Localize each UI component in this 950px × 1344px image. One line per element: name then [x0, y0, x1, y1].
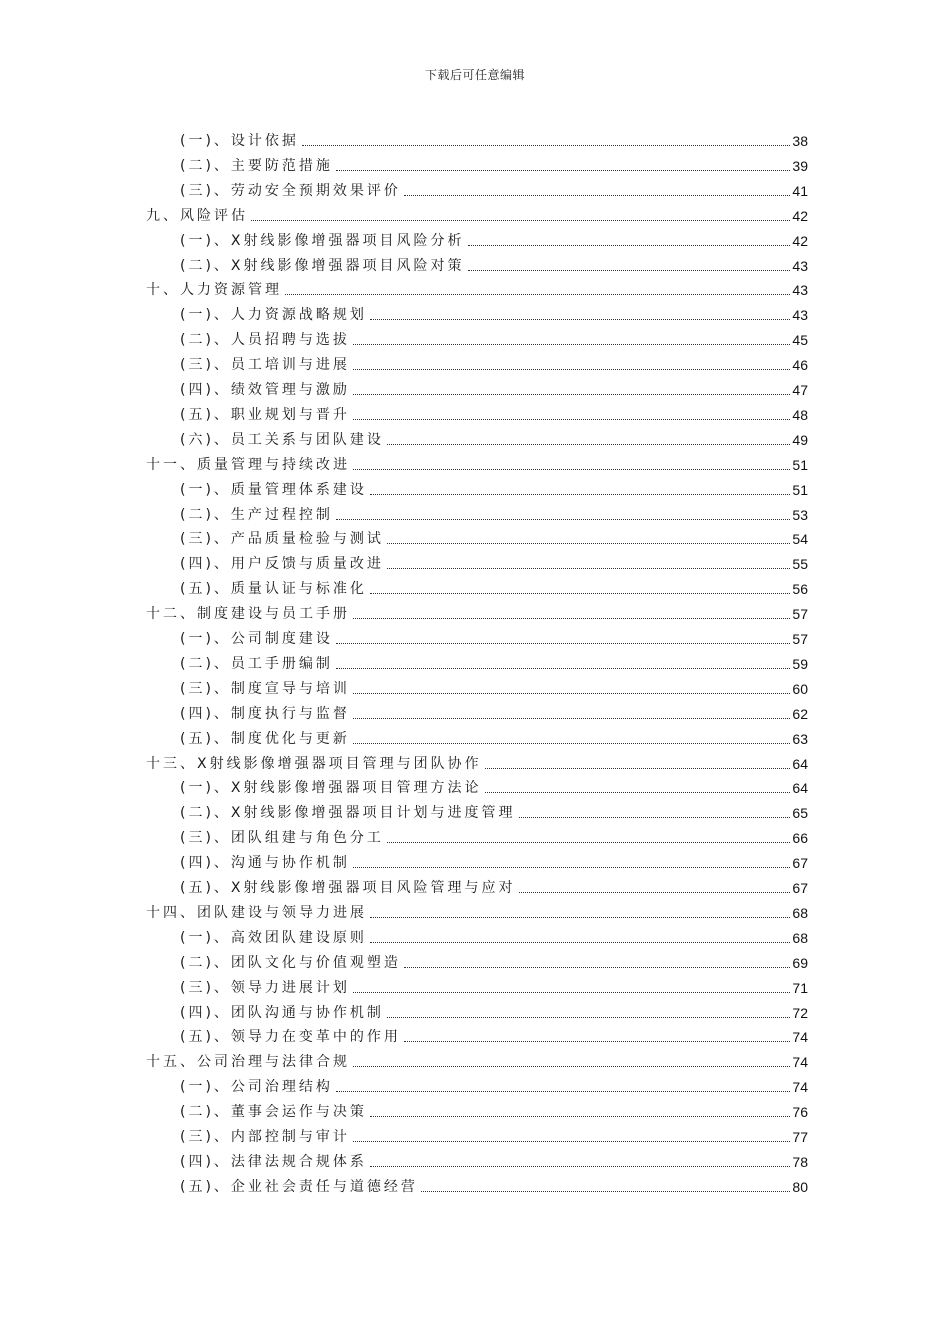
toc-entry-title: (一)、人力资源战略规划: [180, 307, 367, 324]
toc-entry-title: (三)、领导力进展计划: [180, 979, 350, 996]
toc-entry-page-number: 67: [792, 880, 808, 896]
toc-entry-title: (二)、生产过程控制: [180, 506, 333, 523]
toc-dot-leader: [353, 469, 790, 470]
toc-dot-leader: [519, 892, 791, 893]
toc-entry-page-number: 67: [792, 855, 808, 872]
toc-dot-leader: [370, 319, 790, 320]
toc-dot-leader: [387, 568, 790, 569]
toc-entry-page-number: 43: [792, 257, 808, 274]
toc-entry-page-number: 68: [792, 904, 808, 921]
toc-entry-page-number: 62: [792, 705, 808, 722]
toc-entry-title: (四)、团队沟通与协作机制: [180, 1004, 384, 1021]
toc-dot-leader: [336, 519, 790, 520]
toc-dot-leader: [387, 543, 790, 544]
toc-dot-leader: [336, 170, 790, 171]
toc-entry-title: 十一、质量管理与持续改进: [146, 456, 350, 473]
toc-section-entry[interactable]: [180, 972, 808, 997]
toc-dot-leader: [353, 344, 790, 345]
toc-entry-page-number: 60: [792, 680, 808, 697]
toc-entry-title: (二)、主要防范措施: [180, 157, 333, 174]
toc-entry-title: 九、风险评估: [146, 207, 248, 224]
toc-entry-title: (二)、董事会运作与决策: [180, 1104, 367, 1121]
toc-section-entry[interactable]: [180, 250, 808, 275]
toc-entry-title: (一)、公司治理结构: [180, 1079, 333, 1096]
toc-chapter-entry[interactable]: [146, 200, 808, 225]
toc-dot-leader: [370, 942, 790, 943]
toc-section-entry[interactable]: [180, 623, 808, 648]
toc-entry-page-number: 80: [792, 1178, 808, 1195]
toc-section-entry[interactable]: [180, 424, 808, 449]
toc-section-entry[interactable]: [180, 499, 808, 524]
toc-entry-title: (五)、质量认证与标准化: [180, 581, 367, 598]
toc-section-entry[interactable]: [180, 1171, 808, 1196]
toc-entry-page-number: 42: [792, 232, 808, 249]
toc-dot-leader: [353, 1066, 790, 1067]
toc-entry-page-number: 74: [792, 1029, 808, 1046]
toc-entry-page-number: 39: [792, 157, 808, 174]
toc-section-entry[interactable]: [180, 548, 808, 573]
toc-section-entry[interactable]: [180, 374, 808, 399]
toc-section-entry[interactable]: [180, 573, 808, 598]
toc-entry-page-number: 49: [792, 431, 808, 448]
toc-entry-page-number: 55: [792, 556, 808, 573]
toc-entry-title: (三)、团队组建与角色分工: [180, 830, 384, 847]
toc-dot-leader: [336, 668, 790, 669]
toc-entry-title: (一)、高效团队建设原则: [180, 929, 367, 946]
toc-entry-page-number: 42: [792, 207, 808, 224]
toc-dot-leader: [370, 494, 790, 495]
toc-dot-leader: [519, 817, 791, 818]
toc-entry-title: (五)、X射线影像增强器项目风险管理与应对: [180, 880, 516, 896]
toc-entry-title: (二)、X射线影像增强器项目计划与进度管理: [180, 805, 516, 822]
toc-entry-page-number: 56: [792, 581, 808, 598]
toc-section-entry[interactable]: [180, 175, 808, 200]
toc-entry-page-number: 76: [792, 1104, 808, 1121]
toc-section-entry[interactable]: [180, 150, 808, 175]
toc-entry-title: (五)、领导力在变革中的作用: [180, 1029, 401, 1046]
toc-dot-leader: [468, 270, 791, 271]
toc-section-entry[interactable]: [180, 673, 808, 698]
toc-dot-leader: [404, 967, 790, 968]
toc-entry-page-number: 57: [792, 606, 808, 623]
toc-entry-title: (三)、制度宣导与培训: [180, 680, 350, 697]
toc-dot-leader: [336, 643, 790, 644]
toc-section-entry[interactable]: [180, 997, 808, 1022]
toc-entry-title: (四)、绩效管理与激励: [180, 382, 350, 398]
toc-entry-page-number: 43: [792, 307, 808, 324]
toc-entry-page-number: 46: [792, 357, 808, 374]
toc-dot-leader: [251, 220, 790, 221]
toc-dot-leader: [485, 768, 791, 769]
toc-entry-page-number: 47: [792, 382, 808, 398]
toc-dot-leader: [404, 195, 790, 196]
toc-dot-leader: [353, 394, 790, 395]
toc-section-entry[interactable]: [180, 474, 808, 499]
toc-section-entry[interactable]: [180, 324, 808, 349]
toc-entry-page-number: 65: [792, 805, 808, 822]
toc-section-entry[interactable]: [180, 872, 808, 897]
toc-entry-title: (五)、企业社会责任与道德经营: [180, 1178, 418, 1195]
toc-entry-title: (三)、产品质量检验与测试: [180, 531, 384, 548]
toc-dot-leader: [404, 1041, 790, 1042]
toc-section-entry[interactable]: [180, 523, 808, 548]
toc-entry-title: (二)、人员招聘与选拔: [180, 332, 350, 349]
toc-entry-title: (一)、设计依据: [180, 133, 299, 149]
toc-dot-leader: [370, 1116, 790, 1117]
toc-section-entry[interactable]: [180, 723, 808, 748]
toc-entry-page-number: 63: [792, 730, 808, 747]
toc-entry-page-number: 48: [792, 406, 808, 423]
toc-entry-page-number: 77: [792, 1129, 808, 1145]
toc-entry-page-number: 41: [792, 182, 808, 199]
toc-dot-leader: [353, 1141, 790, 1142]
toc-dot-leader: [353, 718, 790, 719]
toc-entry-page-number: 54: [792, 531, 808, 548]
toc-chapter-entry[interactable]: [146, 274, 808, 299]
toc-section-entry[interactable]: [180, 822, 808, 847]
toc-entry-title: (四)、用户反馈与质量改进: [180, 556, 384, 573]
toc-chapter-entry[interactable]: [146, 598, 808, 623]
toc-entry-title: (四)、法律法规合规体系: [180, 1153, 367, 1170]
toc-dot-leader: [302, 145, 790, 146]
page-header: 下载后可任意编辑: [424, 68, 525, 82]
toc-section-entry[interactable]: [180, 648, 808, 673]
toc-entry-page-number: 51: [792, 456, 808, 473]
toc-entry-title: (一)、X射线影像增强器项目管理方法论: [180, 780, 482, 797]
toc-dot-leader: [485, 792, 791, 793]
toc-section-entry[interactable]: [180, 1121, 808, 1146]
toc-section-entry[interactable]: [180, 1021, 808, 1046]
toc-section-entry[interactable]: [180, 125, 808, 150]
toc-chapter-entry[interactable]: [146, 897, 808, 922]
toc-section-entry[interactable]: [180, 922, 808, 947]
toc-entry-page-number: 51: [792, 481, 808, 498]
toc-section-entry[interactable]: [180, 225, 808, 250]
toc-dot-leader: [353, 867, 790, 868]
toc-entry-page-number: 71: [792, 979, 808, 996]
toc-entry-title: (五)、职业规划与晋升: [180, 406, 350, 423]
toc-dot-leader: [285, 294, 790, 295]
toc-entry-page-number: 43: [792, 282, 808, 299]
toc-dot-leader: [468, 245, 791, 246]
toc-dot-leader: [353, 992, 790, 993]
toc-dot-leader: [353, 369, 790, 370]
toc-entry-title: (二)、X射线影像增强器项目风险对策: [180, 257, 465, 274]
toc-entry-page-number: 74: [792, 1079, 808, 1096]
toc-section-entry[interactable]: [180, 1146, 808, 1171]
toc-dot-leader: [387, 444, 790, 445]
toc-chapter-entry[interactable]: [146, 748, 808, 773]
toc-section-entry[interactable]: [180, 698, 808, 723]
toc-entry-title: 十、人力资源管理: [146, 282, 282, 299]
toc-entry-page-number: 72: [792, 1004, 808, 1021]
toc-entry-title: (四)、制度执行与监督: [180, 705, 350, 722]
toc-dot-leader: [336, 1091, 790, 1092]
toc-dot-leader: [370, 917, 790, 918]
toc-entry-title: (二)、员工手册编制: [180, 655, 333, 672]
toc-section-entry[interactable]: [180, 947, 808, 972]
toc-dot-leader: [370, 1166, 790, 1167]
toc-section-entry[interactable]: [180, 1096, 808, 1121]
toc-section-entry[interactable]: [180, 797, 808, 822]
toc-entry-title: (六)、员工关系与团队建设: [180, 431, 384, 448]
toc-entry-page-number: 68: [792, 929, 808, 946]
toc-section-entry[interactable]: [180, 772, 808, 797]
toc-entry-title: (三)、员工培训与进展: [180, 357, 350, 374]
toc-dot-leader: [353, 693, 790, 694]
toc-entry-title: 十三、X射线影像增强器项目管理与团队协作: [146, 755, 482, 772]
toc-entry-page-number: 38: [792, 133, 808, 149]
toc-entry-page-number: 69: [792, 954, 808, 971]
toc-entry-title: (二)、团队文化与价值观塑造: [180, 954, 401, 971]
toc-dot-leader: [353, 743, 790, 744]
toc-dot-leader: [353, 618, 790, 619]
toc-chapter-entry[interactable]: [146, 449, 808, 474]
toc-dot-leader: [387, 842, 790, 843]
toc-entry-title: (三)、劳动安全预期效果评价: [180, 182, 401, 199]
toc-entry-title: (一)、公司制度建设: [180, 631, 333, 647]
toc-section-entry[interactable]: [180, 349, 808, 374]
toc-entry-page-number: 57: [792, 631, 808, 647]
toc-section-entry[interactable]: [180, 847, 808, 872]
toc-dot-leader: [387, 1017, 790, 1018]
toc-section-entry[interactable]: [180, 1071, 808, 1096]
toc-entry-page-number: 78: [792, 1153, 808, 1170]
toc-entry-page-number: 66: [792, 830, 808, 847]
toc-entry-title: (三)、内部控制与审计: [180, 1129, 350, 1145]
toc-entry-title: 十四、团队建设与领导力进展: [146, 904, 367, 921]
toc-entry-page-number: 64: [792, 755, 808, 772]
toc-dot-leader: [370, 593, 790, 594]
toc-entry-page-number: 64: [792, 780, 808, 797]
toc-entry-title: 十二、制度建设与员工手册: [146, 606, 350, 623]
toc-section-entry[interactable]: [180, 299, 808, 324]
toc-entry-title: (一)、X射线影像增强器项目风险分析: [180, 232, 465, 249]
toc-entry-page-number: 53: [792, 506, 808, 523]
toc-entry-page-number: 45: [792, 332, 808, 349]
toc-entry-title: (五)、制度优化与更新: [180, 730, 350, 747]
toc-chapter-entry[interactable]: [146, 1046, 808, 1071]
toc-section-entry[interactable]: [180, 399, 808, 424]
toc-dot-leader: [353, 419, 790, 420]
toc-entry-page-number: 74: [792, 1054, 808, 1071]
toc-entry-title: (四)、沟通与协作机制: [180, 855, 350, 872]
toc-entry-title: 十五、公司治理与法律合规: [146, 1054, 350, 1071]
toc-entry-page-number: 59: [792, 655, 808, 672]
toc-entry-title: (一)、质量管理体系建设: [180, 481, 367, 498]
toc-dot-leader: [421, 1191, 790, 1192]
